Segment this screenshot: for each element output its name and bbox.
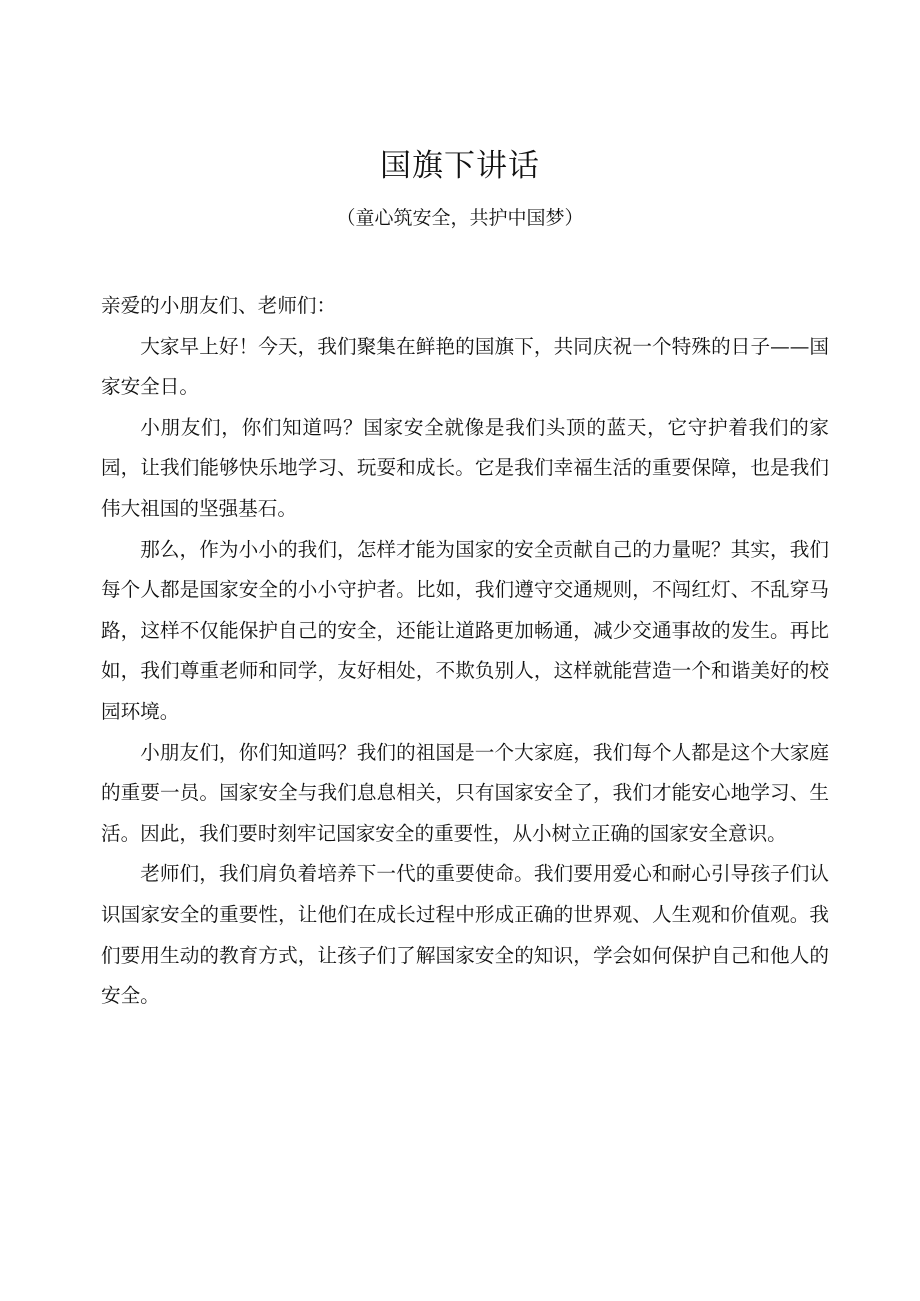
- speech-body: [101, 286, 829, 1017]
- paragraph-greeting: 大家早上好！今天，我们聚集在鲜艳的国旗下，共同庆祝一个特殊的日子——国家安全日。: [101, 334, 829, 399]
- salutation: 亲爱的小朋友们、老师们：: [101, 294, 337, 317]
- paragraph-teachers: 老师们，我们肩负着培养下一代的重要使命。我们要用爱心和耐心引导孩子们认识国家安全的重要性，让他们在成长过程中形成正确的世界观、人生观和价值观。我们要用生动的教育方式，让孩子们了解国家安全的知识，学会如何保护自己和他人的安全。: [101, 862, 829, 1008]
- paragraph-little-guardians: 那么，作为小小的我们，怎样才能为国家的安全贡献自己的力量呢？其实，我们每个人都是国家安全的小小守护者。比如，我们遵守交通规则，不闯红灯、不乱穿马路，这样不仅能保护自己的安全，还能让道路更加畅通，减少交通事故的发生。再比如，我们尊重老师和同学，友好相处，不欺负别人，这样就能营造一个和谐美好的校园环境。: [101, 537, 829, 723]
- paragraph-security-sky: 小朋友们，你们知道吗？国家安全就像是我们头顶的蓝天，它守护着我们的家园，让我们能够快乐地学习、玩耍和成长。它是我们幸福生活的重要保障，也是我们伟大祖国的坚强基石。: [101, 415, 829, 520]
- paragraph-big-family: 小朋友们，你们知道吗？我们的祖国是一个大家庭，我们每个人都是这个大家庭的重要一员。国家安全与我们息息相关，只有国家安全了，我们才能安心地学习、生活。因此，我们要时刻牢记国家安全的重要性，从小树立正确的国家安全意识。: [101, 740, 829, 845]
- page-title: 国旗下讲话: [380, 148, 540, 184]
- page-subtitle: （童心筑安全，共护中国梦）: [336, 207, 584, 229]
